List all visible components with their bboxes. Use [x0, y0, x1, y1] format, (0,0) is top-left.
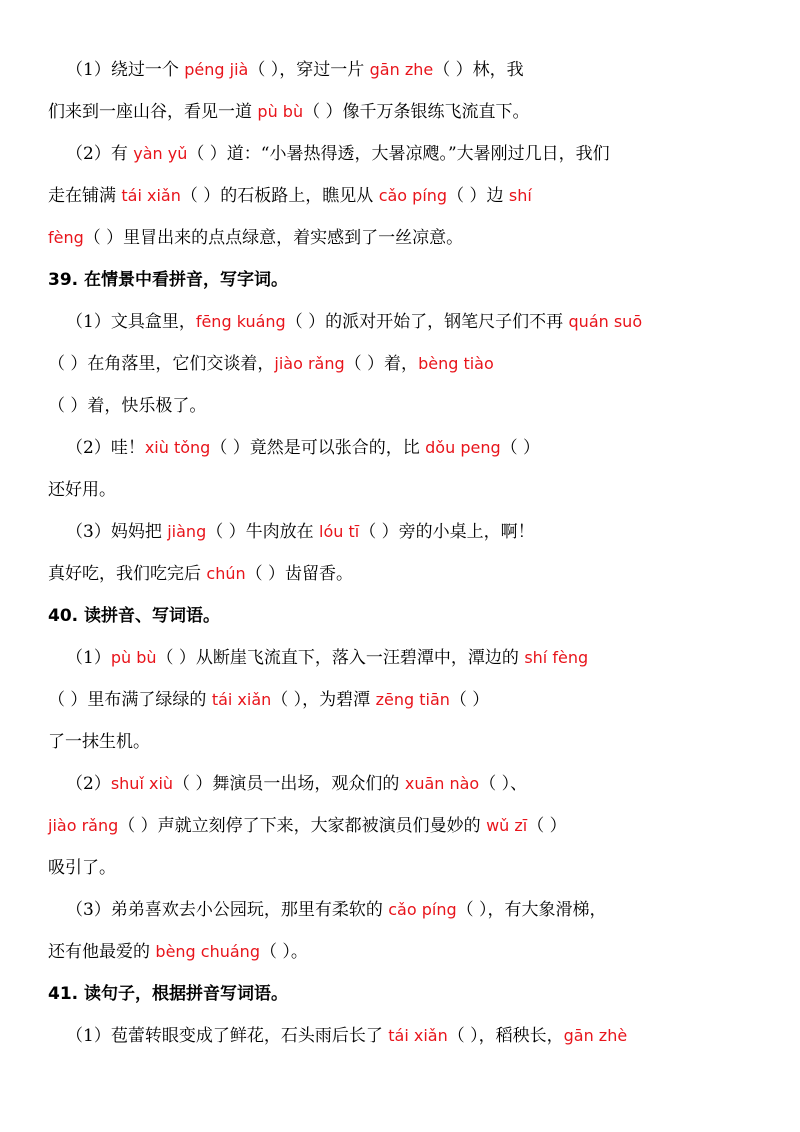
sentence-text: 们来到一座山谷，看见一道	[48, 102, 258, 122]
pinyin-prompt: yàn yǔ	[133, 144, 188, 163]
sentence-text: （ ）声就立刻停了下来，大家都被演员们曼妙的	[118, 816, 487, 836]
sentence-text: （ ）边	[447, 186, 509, 206]
exercise-line	[66, 646, 588, 670]
sentence-text: （ ）里布满了绿绿的	[48, 690, 212, 710]
sentence-text: （ ），稻秧长，	[447, 1026, 564, 1046]
exercise-line	[66, 520, 535, 544]
pinyin-prompt: gān zhè	[563, 1026, 628, 1045]
sentence-text: （1）苞蕾转眼变成了鲜花，石头雨后长了	[66, 1026, 389, 1046]
pinyin-prompt: jiàng	[167, 522, 207, 541]
sentence-text: （2）有	[66, 144, 134, 164]
section-heading	[48, 604, 220, 628]
pinyin-prompt: péng jià	[184, 60, 249, 79]
exercise-line	[66, 898, 607, 922]
sentence-text: 了一抹生机。	[48, 732, 150, 752]
sentence-text: （1）绕过一个	[66, 60, 185, 80]
sentence-text: （ ），为碧潭	[271, 690, 376, 710]
pinyin-prompt: chún	[206, 564, 246, 583]
sentence-text: （ ）牛肉放在	[206, 522, 320, 542]
pinyin-prompt: xuān nào	[404, 774, 480, 793]
sentence-text: （ ）道：“小暑热得透，大暑凉飕。”大暑刚过几日，我们	[187, 144, 610, 164]
pinyin-prompt: zēng tiān	[375, 690, 450, 709]
sentence-text: （ ）	[449, 690, 490, 710]
exercise-line	[66, 436, 540, 460]
pinyin-prompt: quán suō	[568, 312, 643, 331]
sentence-text: （ ）舞演员一出场，观众们的	[173, 774, 405, 794]
pinyin-prompt: fēng kuáng	[195, 312, 286, 331]
pinyin-prompt: xiù tǒng	[144, 438, 211, 457]
sentence-text: 还有他最爱的	[48, 942, 156, 962]
sentence-text: （1）文具盒里，	[66, 312, 196, 332]
exercise-line	[48, 352, 494, 376]
sentence-text: 真好吃，我们吃完后	[48, 564, 207, 584]
sentence-text: 还好用。	[48, 480, 116, 500]
pinyin-prompt: shí fèng	[524, 648, 589, 667]
pinyin-prompt: dǒu peng	[425, 438, 501, 457]
pinyin-prompt: jiào rǎng	[48, 816, 119, 835]
sentence-text: （ ）	[527, 816, 567, 836]
exercise-line	[48, 562, 353, 586]
pinyin-prompt: shuǐ xiù	[110, 774, 174, 793]
pinyin-prompt: bèng chuáng	[155, 942, 260, 961]
pinyin-prompt: fèng	[48, 228, 84, 247]
exercise-line	[48, 730, 150, 754]
exercise-line	[48, 856, 116, 880]
heading-text: 41. 读句子，根据拼音写词语。	[48, 984, 289, 1004]
section-heading	[48, 268, 288, 292]
sentence-text: （ ），穿过一片	[248, 60, 370, 80]
sentence-text: （2）哇！	[66, 438, 145, 458]
sentence-text: （ ）在角落里，它们交谈着，	[48, 354, 275, 374]
exercise-line	[66, 310, 642, 334]
exercise-line	[48, 100, 530, 124]
sentence-text: （3）妈妈把	[66, 522, 168, 542]
sentence-text: （ ）的石板路上，瞧见从	[180, 186, 379, 206]
heading-text: 39. 在情景中看拼音，写字词。	[48, 270, 289, 290]
pinyin-prompt: lóu tī	[319, 522, 360, 541]
pinyin-prompt: bèng tiào	[418, 354, 494, 373]
sentence-text: （ ）林，我	[433, 60, 524, 80]
pinyin-prompt: wǔ zī	[486, 816, 528, 835]
exercise-line	[48, 940, 308, 964]
sentence-text: （1）	[66, 648, 111, 668]
heading-text: 40. 读拼音、写词语。	[48, 606, 221, 626]
sentence-text: （ ）、	[479, 774, 528, 794]
pinyin-prompt: cǎo píng	[388, 900, 457, 919]
exercise-line	[48, 814, 567, 838]
pinyin-prompt: tái xiǎn	[388, 1026, 448, 1045]
pinyin-prompt: gān zhe	[369, 60, 434, 79]
sentence-text: （ ）竟然是可以张合的，比	[210, 438, 426, 458]
pinyin-prompt: tái xiǎn	[121, 186, 181, 205]
exercise-line	[48, 394, 206, 418]
pinyin-prompt: jiào rǎng	[274, 354, 345, 373]
sentence-text: （ ）。	[259, 942, 308, 962]
sentence-text: （ ），有大象滑梯，	[456, 900, 607, 920]
section-heading	[48, 982, 288, 1006]
exercise-line	[66, 1024, 627, 1048]
pinyin-prompt: pù bù	[257, 102, 304, 121]
sentence-text: （ ）着，	[344, 354, 419, 374]
pinyin-prompt: cǎo píng	[378, 186, 448, 205]
sentence-text: （ ）的派对开始了，钢笔尺子们不再	[285, 312, 569, 332]
sentence-text: （ ）着，快乐极了。	[48, 396, 207, 416]
sentence-text: （ ）	[500, 438, 541, 458]
sentence-text: （ ）里冒出来的点点绿意，着实感到了一丝凉意。	[83, 228, 464, 248]
sentence-text: （2）	[66, 774, 111, 794]
pinyin-prompt: shí	[508, 186, 532, 205]
exercise-line	[48, 226, 463, 250]
sentence-text: （3）弟弟喜欢去小公园玩，那里有柔软的	[66, 900, 389, 920]
exercise-line	[66, 58, 524, 82]
exercise-line	[48, 184, 532, 208]
exercise-line	[66, 142, 610, 166]
sentence-text: 吸引了。	[48, 858, 116, 878]
sentence-text: （ ）齿留香。	[245, 564, 354, 584]
pinyin-prompt: tái xiǎn	[211, 690, 272, 709]
sentence-text: （ ）像千万条银练飞流直下。	[303, 102, 530, 122]
sentence-text: 走在铺满	[48, 186, 122, 206]
exercise-line	[66, 772, 527, 796]
sentence-text: （ ）旁的小桌上，啊！	[359, 522, 535, 542]
exercise-line	[48, 478, 116, 502]
exercise-line	[48, 688, 489, 712]
sentence-text: （ ）从断崖飞流直下，落入一汪碧潭中，潭边的	[156, 648, 525, 668]
pinyin-prompt: pù bù	[110, 648, 157, 667]
